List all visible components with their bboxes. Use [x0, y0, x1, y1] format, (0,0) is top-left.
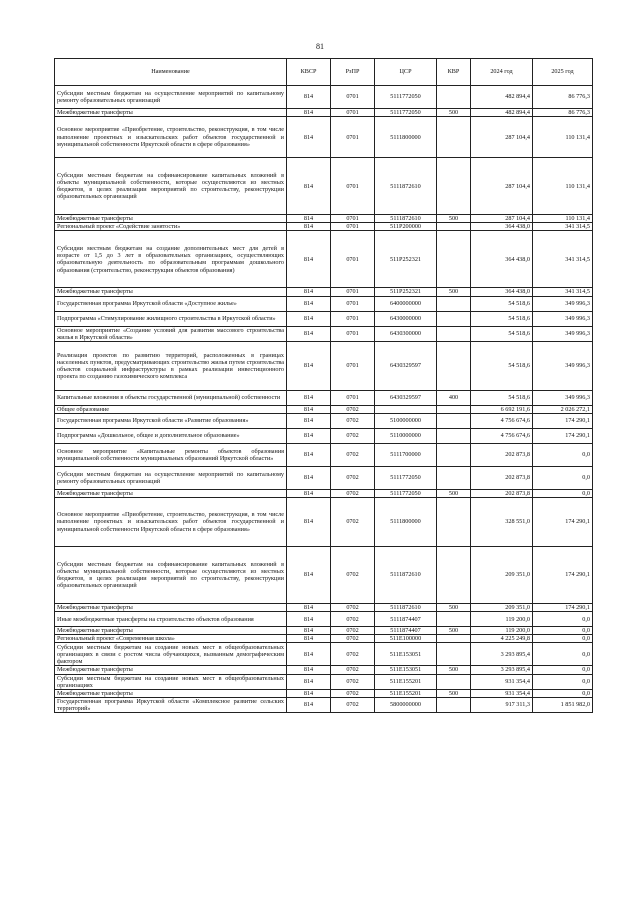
cell-kvsr: 814 [287, 643, 331, 666]
cell-rzpr: 0701 [331, 341, 375, 390]
cell-rzpr: 0702 [331, 547, 375, 604]
cell-kvr [437, 547, 471, 604]
cell-kvsr: 814 [287, 612, 331, 627]
cell-csr: 511P200000 [375, 223, 437, 231]
cell-name: Межбюджетные трансферты [55, 109, 287, 117]
cell-y2025: 2 026 272,1 [533, 405, 593, 413]
cell-y2024: 54 518,6 [471, 326, 533, 341]
cell-name: Государственная программа Иркутской области «Доступное жилье» [55, 296, 287, 311]
cell-rzpr: 0701 [331, 215, 375, 223]
cell-csr: 6430000000 [375, 311, 437, 326]
cell-csr: 5100000000 [375, 413, 437, 428]
cell-csr: 5111872610 [375, 604, 437, 612]
cell-name: Межбюджетные трансферты [55, 666, 287, 674]
cell-csr: 511E155201 [375, 674, 437, 689]
table-header-row [55, 59, 593, 86]
cell-rzpr: 0702 [331, 498, 375, 547]
cell-kvsr: 814 [287, 697, 331, 712]
table-row [55, 311, 593, 326]
cell-name: Субсидии местным бюджетам на софинансирование капитальных вложений в объекты муниципальной собственности, которые осуществляются из местных бюджетов, в целях реализации мероприятий по строительству, реконструкции образовательных организаций [55, 158, 287, 215]
cell-name: Субсидии местным бюджетам на создание новых мест в общеобразовательных организациях в связи с ростом числа обучающихся, вызванным демографическим фактором [55, 643, 287, 666]
cell-rzpr: 0702 [331, 443, 375, 466]
cell-kvr [437, 443, 471, 466]
cell-csr: 511E153051 [375, 666, 437, 674]
table-body [55, 86, 593, 713]
cell-y2024: 54 518,6 [471, 296, 533, 311]
cell-kvsr: 814 [287, 86, 331, 109]
cell-kvr [437, 635, 471, 643]
cell-csr: 511E155201 [375, 689, 437, 697]
cell-kvr: 500 [437, 109, 471, 117]
cell-y2024: 328 551,0 [471, 498, 533, 547]
cell-y2024: 364 438,0 [471, 223, 533, 231]
cell-csr: 6430329597 [375, 341, 437, 390]
cell-name: Государственная программа Иркутской области «Комплексное развитие сельских территорий» [55, 697, 287, 712]
cell-rzpr: 0701 [331, 296, 375, 311]
cell-y2025: 0,0 [533, 635, 593, 643]
cell-kvsr: 814 [287, 109, 331, 117]
cell-kvr [437, 86, 471, 109]
cell-y2025: 349 996,3 [533, 326, 593, 341]
cell-kvr [437, 158, 471, 215]
cell-y2024: 931 354,4 [471, 689, 533, 697]
table-row [55, 489, 593, 497]
cell-kvr [437, 697, 471, 712]
cell-kvr [437, 612, 471, 627]
cell-kvsr: 814 [287, 547, 331, 604]
cell-csr: 5111874407 [375, 627, 437, 635]
cell-y2025: 0,0 [533, 674, 593, 689]
cell-name: Субсидии местным бюджетам на создание дополнительных мест для детей в возрасте от 1,5 до 3 лет в образовательных организациях, осуществляющих образовательную деятельность по образовательным программам дошкольного образования (строительство, реконструкция объектов образования) [55, 231, 287, 288]
table-row [55, 604, 593, 612]
table-row [55, 158, 593, 215]
cell-kvsr: 814 [287, 466, 331, 489]
cell-y2025: 110 131,4 [533, 117, 593, 158]
cell-kvsr: 814 [287, 231, 331, 288]
cell-y2025: 174 290,1 [533, 498, 593, 547]
table-row [55, 666, 593, 674]
cell-rzpr: 0701 [331, 311, 375, 326]
cell-kvsr: 814 [287, 627, 331, 635]
cell-kvsr: 814 [287, 288, 331, 296]
cell-name: Субсидии местным бюджетам на создание новых мест в общеобразовательных организациях [55, 674, 287, 689]
cell-y2025: 0,0 [533, 643, 593, 666]
cell-name: Межбюджетные трансферты [55, 689, 287, 697]
cell-csr: 5111772050 [375, 466, 437, 489]
cell-name: Подпрограмма «Дошкольное, общее и дополнительное образование» [55, 428, 287, 443]
table-row [55, 296, 593, 311]
cell-kvsr: 814 [287, 604, 331, 612]
header-csr: ЦСР [375, 59, 437, 86]
cell-y2025: 174 290,1 [533, 604, 593, 612]
table-row [55, 405, 593, 413]
cell-csr: 5111800000 [375, 117, 437, 158]
cell-csr: 5111874407 [375, 612, 437, 627]
cell-y2024: 209 351,0 [471, 547, 533, 604]
cell-kvr [437, 326, 471, 341]
cell-csr: 511P252321 [375, 288, 437, 296]
cell-kvsr: 814 [287, 405, 331, 413]
cell-csr: 5110000000 [375, 428, 437, 443]
cell-csr: 5800000000 [375, 697, 437, 712]
cell-rzpr: 0702 [331, 689, 375, 697]
cell-rzpr: 0701 [331, 231, 375, 288]
cell-y2025: 349 996,3 [533, 390, 593, 405]
cell-kvr: 500 [437, 666, 471, 674]
cell-y2024: 482 894,4 [471, 109, 533, 117]
cell-kvr [437, 428, 471, 443]
header-2025: 2025 год [533, 59, 593, 86]
cell-kvsr: 814 [287, 117, 331, 158]
table-row [55, 215, 593, 223]
cell-rzpr: 0701 [331, 158, 375, 215]
cell-name: Государственная программа Иркутской области «Развитие образования» [55, 413, 287, 428]
table-row [55, 231, 593, 288]
cell-y2024: 209 351,0 [471, 604, 533, 612]
cell-name: Основное мероприятие «Капитальные ремонты объектов образования муниципальной собственности муниципальных образований Иркутской области» [55, 443, 287, 466]
cell-y2025: 0,0 [533, 666, 593, 674]
cell-kvr [437, 405, 471, 413]
cell-csr: 5111772050 [375, 86, 437, 109]
cell-csr: 5111800000 [375, 498, 437, 547]
table-row [55, 86, 593, 109]
cell-name: Основное мероприятие «Приобретение, строительство, реконструкция, в том числе выполнение проектных и изыскательских работ объектов государственной и муниципальной собственности Иркутской области в сфере образования» [55, 498, 287, 547]
cell-y2025: 86 776,3 [533, 86, 593, 109]
header-kvr: КВР [437, 59, 471, 86]
header-2024: 2024 год [471, 59, 533, 86]
cell-rzpr: 0702 [331, 489, 375, 497]
cell-name: Межбюджетные трансферты [55, 604, 287, 612]
cell-kvsr: 814 [287, 158, 331, 215]
cell-rzpr: 0702 [331, 635, 375, 643]
cell-kvsr: 814 [287, 413, 331, 428]
table-row [55, 223, 593, 231]
cell-csr [375, 405, 437, 413]
cell-name: Субсидии местным бюджетам на осуществление мероприятий по капитальному ремонту образовательных организаций [55, 466, 287, 489]
cell-kvsr: 814 [287, 498, 331, 547]
cell-y2025: 0,0 [533, 627, 593, 635]
cell-y2025: 349 996,3 [533, 341, 593, 390]
cell-kvsr: 814 [287, 674, 331, 689]
cell-name: Субсидии местным бюджетам на осуществление мероприятий по капитальному ремонту образовательных организаций [55, 86, 287, 109]
cell-kvsr: 814 [287, 223, 331, 231]
cell-rzpr: 0701 [331, 223, 375, 231]
cell-name: Капитальные вложения в объекты государственной (муниципальной) собственности [55, 390, 287, 405]
cell-y2024: 917 311,3 [471, 697, 533, 712]
cell-y2024: 6 692 191,6 [471, 405, 533, 413]
header-kvsr: КВСР [287, 59, 331, 86]
cell-y2024: 482 894,4 [471, 86, 533, 109]
cell-csr: 5111772050 [375, 489, 437, 497]
cell-kvsr: 814 [287, 666, 331, 674]
cell-name: Межбюджетные трансферты [55, 627, 287, 635]
cell-kvr [437, 117, 471, 158]
cell-csr: 6400000000 [375, 296, 437, 311]
table-row [55, 109, 593, 117]
cell-y2024: 3 293 895,4 [471, 643, 533, 666]
cell-csr: 5111872610 [375, 158, 437, 215]
table-row [55, 413, 593, 428]
cell-y2024: 364 438,0 [471, 288, 533, 296]
cell-kvr [437, 231, 471, 288]
table-row [55, 689, 593, 697]
cell-y2024: 119 200,0 [471, 627, 533, 635]
cell-kvr: 500 [437, 604, 471, 612]
cell-y2025: 349 996,3 [533, 311, 593, 326]
cell-kvsr: 814 [287, 311, 331, 326]
header-name: Наименование [55, 59, 287, 86]
table-row [55, 443, 593, 466]
cell-kvsr: 814 [287, 443, 331, 466]
cell-y2025: 0,0 [533, 489, 593, 497]
cell-rzpr: 0701 [331, 326, 375, 341]
cell-y2024: 119 200,0 [471, 612, 533, 627]
cell-y2025: 0,0 [533, 612, 593, 627]
cell-kvr [437, 643, 471, 666]
cell-kvr [437, 296, 471, 311]
cell-kvr [437, 223, 471, 231]
cell-y2024: 4 225 249,8 [471, 635, 533, 643]
cell-rzpr: 0701 [331, 390, 375, 405]
cell-y2024: 4 756 674,6 [471, 428, 533, 443]
table-row [55, 627, 593, 635]
cell-y2025: 0,0 [533, 443, 593, 466]
cell-rzpr: 0702 [331, 627, 375, 635]
table-row [55, 117, 593, 158]
table-row [55, 635, 593, 643]
cell-rzpr: 0702 [331, 666, 375, 674]
cell-kvr: 500 [437, 627, 471, 635]
cell-kvr: 500 [437, 689, 471, 697]
cell-kvr [437, 341, 471, 390]
cell-y2025: 1 851 982,0 [533, 697, 593, 712]
cell-y2025: 174 290,1 [533, 413, 593, 428]
cell-kvsr: 814 [287, 296, 331, 311]
cell-y2025: 174 290,1 [533, 428, 593, 443]
cell-kvr [437, 311, 471, 326]
cell-kvr [437, 466, 471, 489]
cell-rzpr: 0701 [331, 288, 375, 296]
cell-kvr: 500 [437, 215, 471, 223]
cell-name: Региональный проект «Содействие занятости» [55, 223, 287, 231]
cell-y2025: 349 996,3 [533, 296, 593, 311]
cell-kvr: 500 [437, 288, 471, 296]
cell-kvr [437, 413, 471, 428]
cell-csr: 511E100000 [375, 635, 437, 643]
cell-name: Основное мероприятие «Приобретение, строительство, реконструкция, в том числе выполнение проектных и изыскательских работ объектов государственной и муниципальной собственности Иркутской области в сфере образования» [55, 117, 287, 158]
table-row [55, 466, 593, 489]
cell-y2025: 110 131,4 [533, 215, 593, 223]
cell-rzpr: 0702 [331, 612, 375, 627]
cell-y2024: 3 293 895,4 [471, 666, 533, 674]
table-row [55, 341, 593, 390]
cell-rzpr: 0702 [331, 643, 375, 666]
cell-y2024: 202 873,8 [471, 489, 533, 497]
cell-name: Субсидии местным бюджетам на софинансирование капитальных вложений в объекты муниципальной собственности, которые осуществляются из местных бюджетов, в целях реализации мероприятий по строительству, реконструкции образовательных организаций [55, 547, 287, 604]
cell-y2024: 202 873,8 [471, 443, 533, 466]
cell-y2025: 0,0 [533, 466, 593, 489]
cell-y2025: 86 776,3 [533, 109, 593, 117]
table-row [55, 428, 593, 443]
cell-rzpr: 0702 [331, 466, 375, 489]
table-row [55, 612, 593, 627]
cell-name: Иные межбюджетные трансферты на строительство объектов образования [55, 612, 287, 627]
cell-rzpr: 0701 [331, 86, 375, 109]
cell-name: Региональный проект «Современная школа» [55, 635, 287, 643]
table-row [55, 326, 593, 341]
cell-y2024: 54 518,6 [471, 341, 533, 390]
cell-csr: 511P252321 [375, 231, 437, 288]
cell-csr: 5111872610 [375, 215, 437, 223]
header-rzpr: РзПР [331, 59, 375, 86]
cell-rzpr: 0701 [331, 117, 375, 158]
table-row [55, 547, 593, 604]
cell-kvsr: 814 [287, 390, 331, 405]
cell-rzpr: 0701 [331, 109, 375, 117]
cell-kvsr: 814 [287, 215, 331, 223]
cell-kvr [437, 674, 471, 689]
cell-y2025: 174 290,1 [533, 547, 593, 604]
cell-kvsr: 814 [287, 428, 331, 443]
table-row [55, 288, 593, 296]
cell-y2024: 287 104,4 [471, 215, 533, 223]
cell-kvsr: 814 [287, 326, 331, 341]
cell-rzpr: 0702 [331, 604, 375, 612]
cell-y2025: 341 314,5 [533, 288, 593, 296]
cell-y2024: 364 438,0 [471, 231, 533, 288]
cell-y2024: 202 873,8 [471, 466, 533, 489]
cell-csr: 511E153051 [375, 643, 437, 666]
cell-y2024: 4 756 674,6 [471, 413, 533, 428]
cell-csr: 6430329597 [375, 390, 437, 405]
cell-name: Межбюджетные трансферты [55, 489, 287, 497]
cell-kvsr: 814 [287, 489, 331, 497]
table-row [55, 390, 593, 405]
table-row [55, 498, 593, 547]
table-row [55, 674, 593, 689]
cell-y2025: 341 314,5 [533, 231, 593, 288]
budget-table [54, 58, 593, 713]
cell-y2024: 287 104,4 [471, 158, 533, 215]
cell-y2024: 931 354,4 [471, 674, 533, 689]
table-row [55, 697, 593, 712]
cell-kvr [437, 498, 471, 547]
cell-rzpr: 0702 [331, 428, 375, 443]
cell-csr: 6430300000 [375, 326, 437, 341]
cell-rzpr: 0702 [331, 405, 375, 413]
cell-y2024: 54 518,6 [471, 311, 533, 326]
cell-kvr: 400 [437, 390, 471, 405]
cell-csr: 5111772050 [375, 109, 437, 117]
cell-rzpr: 0702 [331, 413, 375, 428]
cell-name: Реализация проектов по развитию территорий, расположенных в границах населенных пунктов, предусматривающих строительство жилья путем строительства объектов социальной инфраструктуры в рамках реализации инвестиционного проекта по созданию газохимического комплекса [55, 341, 287, 390]
cell-kvsr: 814 [287, 689, 331, 697]
page-number: 81 [316, 42, 324, 51]
cell-rzpr: 0702 [331, 697, 375, 712]
cell-y2025: 341 314,5 [533, 223, 593, 231]
cell-csr: 5111872610 [375, 547, 437, 604]
cell-csr: 5111700000 [375, 443, 437, 466]
cell-kvr: 500 [437, 489, 471, 497]
table-row [55, 643, 593, 666]
cell-name: Основное мероприятие «Создание условий для развития массового строительства жилья в Иркутской области» [55, 326, 287, 341]
cell-kvsr: 814 [287, 635, 331, 643]
cell-y2025: 0,0 [533, 689, 593, 697]
cell-name: Подпрограмма «Стимулирование жилищного строительства в Иркутской области» [55, 311, 287, 326]
cell-y2024: 287 104,4 [471, 117, 533, 158]
cell-y2025: 110 131,4 [533, 158, 593, 215]
cell-y2024: 54 518,6 [471, 390, 533, 405]
cell-name: Общее образование [55, 405, 287, 413]
cell-name: Межбюджетные трансферты [55, 215, 287, 223]
cell-name: Межбюджетные трансферты [55, 288, 287, 296]
cell-kvsr: 814 [287, 341, 331, 390]
cell-rzpr: 0702 [331, 674, 375, 689]
